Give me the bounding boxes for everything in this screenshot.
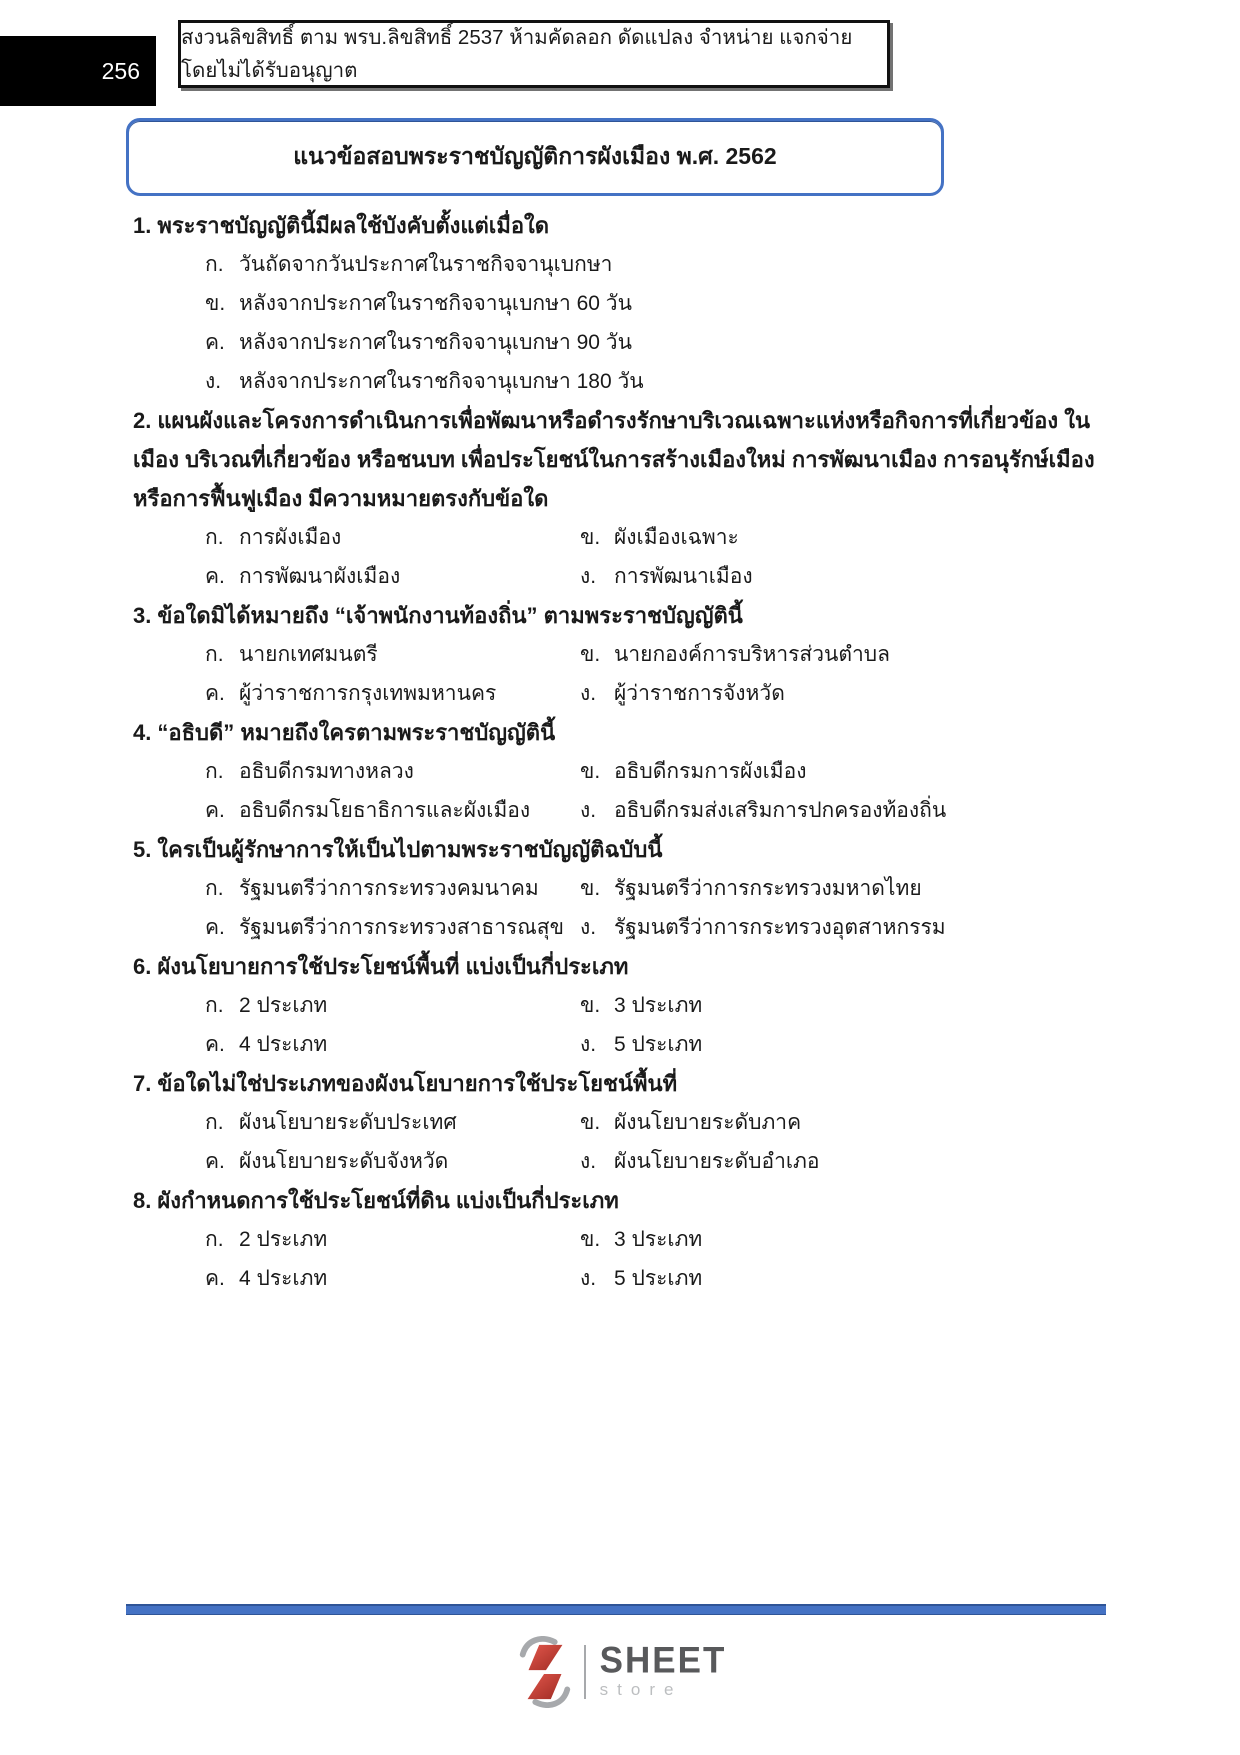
- option-text: ผังนโยบายระดับอำเภอ: [614, 1150, 820, 1173]
- option-item: [133, 674, 580, 713]
- question-text-body: ใครเป็นผู้รักษาการให้เป็นไปตามพระราชบัญญัติฉบับนี้: [157, 837, 663, 862]
- question-number: 6.: [133, 954, 152, 979]
- option-letter: ก.: [205, 643, 224, 666]
- option-row: [133, 1220, 1109, 1259]
- copyright-notice: [178, 20, 890, 88]
- question-text-body: ข้อใดมิได้หมายถึง “เจ้าพนักงานท้องถิ่น” ตามพระราชบัญญัตินี้: [157, 603, 743, 628]
- option-item: [133, 1025, 580, 1064]
- option-row: [133, 791, 1109, 830]
- option-item: [580, 1142, 1109, 1181]
- option-row: [133, 908, 1109, 947]
- option-letter: ข.: [580, 994, 601, 1017]
- option-item: [133, 245, 612, 284]
- option-letter: ง.: [580, 1267, 597, 1290]
- option-row: [133, 284, 1109, 323]
- logo-divider: [584, 1645, 586, 1699]
- option-letter: ค.: [205, 1150, 225, 1173]
- option-letter: ก.: [205, 760, 224, 783]
- option-text: ผังเมืองเฉพาะ: [614, 526, 739, 549]
- option-letter: ค.: [205, 916, 225, 939]
- option-letter: ข.: [580, 1111, 601, 1134]
- option-row: [133, 1142, 1109, 1181]
- option-row: [133, 986, 1109, 1025]
- option-item: [133, 791, 580, 830]
- option-letter: ค.: [205, 565, 225, 588]
- question-text-body: ข้อใดไม่ใช่ประเภทของผังนโยบายการใช้ประโยชน์พื้นที่: [157, 1071, 678, 1096]
- question-number: 7.: [133, 1071, 152, 1096]
- option-letter: ง.: [580, 799, 597, 822]
- option-item: [580, 908, 1109, 947]
- option-letter: ค.: [205, 799, 225, 822]
- option-text: อธิบดีกรมส่งเสริมการปกครองท้องถิ่น: [614, 799, 947, 822]
- exam-title-box: [126, 118, 944, 196]
- option-text: ผังนโยบายระดับจังหวัด: [239, 1150, 449, 1173]
- question-block: [133, 401, 1109, 596]
- option-item: [580, 869, 1109, 908]
- question-text-body: ผังกำหนดการใช้ประโยชน์ที่ดิน แบ่งเป็นกี่ประเภท: [157, 1188, 619, 1213]
- option-item: [580, 518, 1109, 557]
- question-number: 3.: [133, 603, 152, 628]
- question-text: [133, 596, 1109, 635]
- option-item: [133, 518, 580, 557]
- option-letter: ง.: [205, 370, 222, 393]
- question-number: 1.: [133, 213, 152, 238]
- logo-sheet-text: SHEET: [599, 1640, 727, 1681]
- option-letter: ข.: [580, 526, 601, 549]
- option-text: 2 ประเภท: [239, 994, 328, 1017]
- logo-store-text: store: [599, 1680, 683, 1699]
- option-letter: ข.: [580, 760, 601, 783]
- option-item: [133, 362, 644, 401]
- question-number: 2.: [133, 408, 152, 433]
- option-item: [133, 1142, 580, 1181]
- option-letter: ค.: [205, 331, 225, 354]
- question-text: [133, 830, 1109, 869]
- option-text: การพัฒนาเมือง: [614, 565, 753, 588]
- questions-list: [133, 206, 1109, 1298]
- option-item: [580, 1220, 1109, 1259]
- question-block: [133, 1064, 1109, 1181]
- option-letter: ค.: [205, 1267, 225, 1290]
- option-text: ผังนโยบายระดับประเทศ: [239, 1111, 457, 1134]
- option-item: [133, 1220, 580, 1259]
- option-item: [133, 908, 580, 947]
- option-row: [133, 323, 1109, 362]
- option-text: การพัฒนาผังเมือง: [239, 565, 401, 588]
- logo-text: [599, 1640, 727, 1700]
- option-item: [580, 557, 1109, 596]
- option-item: [133, 869, 580, 908]
- question-text: [133, 1181, 1109, 1220]
- question-text-body: แผนผังและโครงการดำเนินการเพื่อพัฒนาหรือดำรงรักษาบริเวณเฉพาะแห่งหรือกิจการที่เกี่ยวข้อง ในเมือง บริเวณที่เกี่ยวข้อง หรือชนบท เพื่อประโยชน์ในการสร้างเมืองใหม่ การพัฒนาเมือง การอนุรักษ์เมือง หรือการฟื้นฟูเมือง มีความหมายตรงกับข้อใด: [133, 408, 1095, 511]
- option-text: อธิบดีกรมทางหลวง: [239, 760, 414, 783]
- option-text: การผังเมือง: [239, 526, 342, 549]
- option-text: หลังจากประกาศในราชกิจจานุเบกษา 180 วัน: [239, 370, 644, 393]
- option-text: รัฐมนตรีว่าการกระทรวงสาธารณสุข: [239, 916, 564, 939]
- option-text: นายกเทศมนตรี: [239, 643, 378, 666]
- option-row: [133, 635, 1109, 674]
- option-letter: ข.: [205, 292, 226, 315]
- option-letter: ง.: [580, 1150, 597, 1173]
- option-text: รัฐมนตรีว่าการกระทรวงมหาดไทย: [614, 877, 922, 900]
- question-number: 4.: [133, 720, 152, 745]
- option-row: [133, 752, 1109, 791]
- option-letter: ข.: [580, 643, 601, 666]
- option-row: [133, 1025, 1109, 1064]
- option-item: [580, 1103, 1109, 1142]
- question-text-body: “อธิบดี” หมายถึงใครตามพระราชบัญญัตินี้: [157, 720, 556, 745]
- option-item: [133, 1103, 580, 1142]
- option-text: ผู้ว่าราชการจังหวัด: [614, 682, 785, 705]
- option-letter: ง.: [580, 565, 597, 588]
- question-text: [133, 401, 1109, 518]
- option-item: [580, 1259, 1109, 1298]
- option-text: ผู้ว่าราชการกรุงเทพมหานคร: [239, 682, 497, 705]
- option-row: [133, 557, 1109, 596]
- option-letter: ค.: [205, 1033, 225, 1056]
- option-letter: ง.: [580, 916, 597, 939]
- question-block: [133, 830, 1109, 947]
- option-letter: ค.: [205, 682, 225, 705]
- option-text: 5 ประเภท: [614, 1267, 703, 1290]
- option-item: [580, 986, 1109, 1025]
- question-text: [133, 1064, 1109, 1103]
- option-text: นายกองค์การบริหารส่วนตำบล: [614, 643, 890, 666]
- option-item: [580, 674, 1109, 713]
- option-row: [133, 869, 1109, 908]
- question-text-body: พระราชบัญญัตินี้มีผลใช้บังคับตั้งแต่เมื่อใด: [157, 213, 550, 238]
- option-item: [133, 752, 580, 791]
- option-text: รัฐมนตรีว่าการกระทรวงคมนาคม: [239, 877, 539, 900]
- option-letter: ก.: [205, 526, 224, 549]
- option-item: [133, 323, 632, 362]
- option-row: [133, 362, 1109, 401]
- option-item: [133, 986, 580, 1025]
- copyright-text: สงวนลิขสิทธิ์ ตาม พรบ.ลิขสิทธิ์ 2537 ห้ามคัดลอก ดัดแปลง จำหน่าย แจกจ่าย โดยไม่ได้รับอนุญาต: [181, 26, 853, 82]
- option-row: [133, 245, 1109, 284]
- page-number: 256: [0, 36, 156, 106]
- question-text: [133, 206, 1109, 245]
- option-text: หลังจากประกาศในราชกิจจานุเบกษา 60 วัน: [239, 292, 632, 315]
- option-letter: ก.: [205, 994, 224, 1017]
- option-item: [133, 284, 632, 323]
- question-number: 5.: [133, 837, 152, 862]
- option-letter: ก.: [205, 253, 224, 276]
- question-text: [133, 947, 1109, 986]
- option-letter: ง.: [580, 1033, 597, 1056]
- option-item: [133, 635, 580, 674]
- question-block: [133, 596, 1109, 713]
- option-text: 3 ประเภท: [614, 994, 703, 1017]
- option-text: อธิบดีกรมโยธาธิการและผังเมือง: [239, 799, 531, 822]
- footer-rule: [126, 1604, 1106, 1615]
- option-item: [580, 752, 1109, 791]
- option-text: 4 ประเภท: [239, 1267, 328, 1290]
- option-row: [133, 1103, 1109, 1142]
- option-text: 3 ประเภท: [614, 1228, 703, 1251]
- question-number: 8.: [133, 1188, 152, 1213]
- sheet-store-logo: [0, 1636, 1240, 1708]
- option-text: 5 ประเภท: [614, 1033, 703, 1056]
- option-letter: ก.: [205, 877, 224, 900]
- option-item: [580, 791, 1109, 830]
- option-letter: ก.: [205, 1228, 224, 1251]
- question-block: [133, 947, 1109, 1064]
- option-letter: ข.: [580, 1228, 601, 1251]
- option-row: [133, 518, 1109, 557]
- option-item: [580, 1025, 1109, 1064]
- option-text: อธิบดีกรมการผังเมือง: [614, 760, 807, 783]
- option-letter: ง.: [580, 682, 597, 705]
- question-text: [133, 713, 1109, 752]
- question-text-body: ผังนโยบายการใช้ประโยชน์พื้นที่ แบ่งเป็นกี่ประเภท: [157, 954, 629, 979]
- option-row: [133, 674, 1109, 713]
- option-item: [133, 1259, 580, 1298]
- option-text: วันถัดจากวันประกาศในราชกิจจานุเบกษา: [239, 253, 613, 276]
- option-letter: ก.: [205, 1111, 224, 1134]
- option-item: [133, 557, 580, 596]
- question-block: [133, 1181, 1109, 1298]
- option-text: 4 ประเภท: [239, 1033, 328, 1056]
- option-text: 2 ประเภท: [239, 1228, 328, 1251]
- option-row: [133, 1259, 1109, 1298]
- question-block: [133, 206, 1109, 401]
- sheet-logo-s-icon: [514, 1636, 576, 1708]
- question-block: [133, 713, 1109, 830]
- option-text: ผังนโยบายระดับภาค: [614, 1111, 802, 1134]
- option-text: หลังจากประกาศในราชกิจจานุเบกษา 90 วัน: [239, 331, 632, 354]
- option-item: [580, 635, 1109, 674]
- exam-title: แนวข้อสอบพระราชบัญญัติการผังเมือง พ.ศ. 2562: [293, 143, 777, 169]
- option-letter: ข.: [580, 877, 601, 900]
- option-text: รัฐมนตรีว่าการกระทรวงอุตสาหกรรม: [614, 916, 946, 939]
